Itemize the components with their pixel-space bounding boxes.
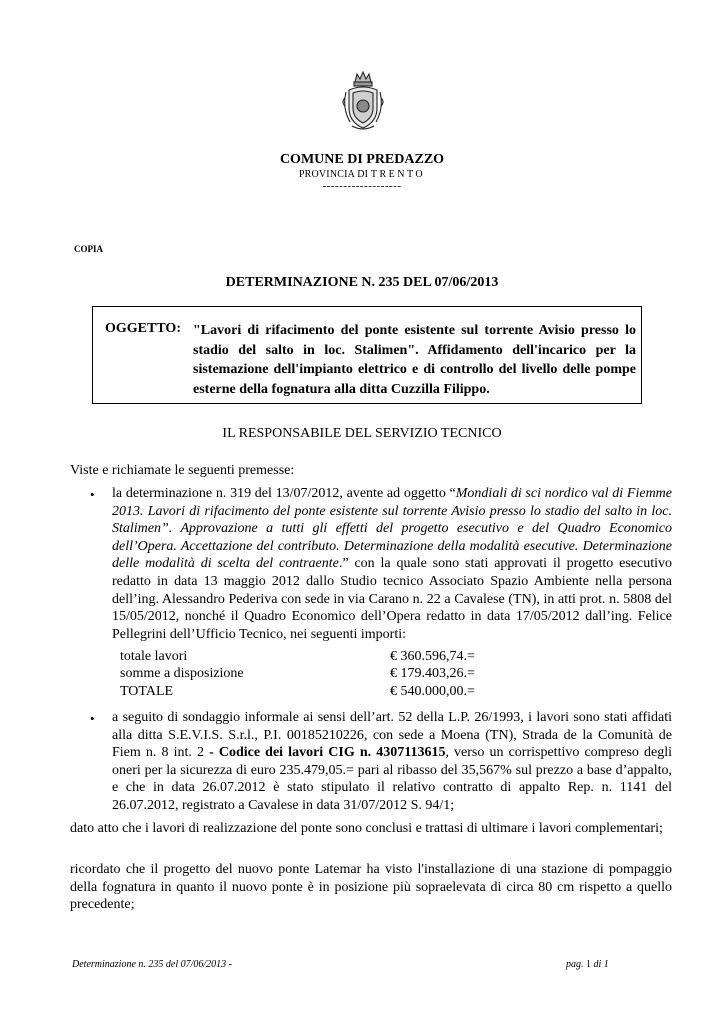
premise-1-lead: la determinazione n. 319 del 13/07/2012, avente ad oggetto “ — [112, 486, 456, 501]
page-current: 1 — [586, 959, 591, 970]
amounts-table — [120, 648, 475, 700]
amount-label: totale lavori — [120, 649, 188, 664]
copy-label: COPIA — [74, 244, 103, 254]
premise-1-tail: .” con la quale sono stati approvati il progetto esecutivo redatto in data 13 maggio 2012 dallo Studio tecnico Associato Spazio Ambiente nella persona dell’ing. Alessandro Pederiva con sede in via Carano n. 22 a Cavalese (TN), in atti prot. n. 5808 del 15/05/2012, nonché il Quadro Economico dell’Opera redatto in data 17/05/2012 dall’ing. Felice Pellegrini dell’Ufficio Tecnico, nei seguenti importi: — [112, 556, 672, 642]
page-number — [566, 959, 609, 970]
subject-label: OGGETTO: — [105, 321, 181, 336]
amount-label: somme a disposizione — [120, 666, 244, 682]
service-heading: IL RESPONSABILE DEL SERVIZIO TECNICO — [222, 426, 502, 441]
page-label: pag. — [566, 959, 584, 970]
footer-reference: Determinazione n. 235 del 07/06/2013 - — [72, 959, 232, 970]
page-total: 1 — [603, 959, 609, 970]
bullet-marker: • — [90, 487, 95, 502]
page-of-label: di — [593, 959, 602, 970]
province-name: TRENTO — [370, 169, 426, 180]
subject-text: "Lavori di rifacimento del ponte esistente sul torrente Avisio presso lo stadio del salto in loc. Stalimen". Affidamento dell'incarico per la sistemazione dell'impianto elettrico e di controllo del livello delle pompe esterne della fognatura alla ditta Cuzzilla Filippo. — [193, 323, 636, 397]
premise-2-lead: a seguito di sondaggio informale ai sensi dell’art. 52 della L.P. 26/1993, i lavori sono stati affidati alla ditta S.E.V.I.S. S.r.l., P.I. 00185210226, con sede a Moena (TN), Strada de la Comunità de Fiem n. 8 int. 2 — [112, 710, 672, 761]
coat-of-arms-icon — [340, 68, 386, 134]
municipality-name: COMUNE DI PREDAZZO — [279, 152, 445, 167]
table-row — [120, 648, 475, 665]
province-line — [0, 169, 724, 180]
premise-2-tail: , verso un corrispettivo compreso degli oneri per la sicurezza di euro 235.479,05.= pari al ribasso del 35,567% sul prezzo a base d’appalto, e che in data 26.07.2012 è stato stipulato il relativo contratto di appalto Rep. n. 1141 del 26.07.2012, registrato a Cavalese in data 31/07/2012 S. 94/1; — [112, 745, 672, 813]
subject-box — [92, 306, 642, 404]
paragraph-works-completed: dato atto che i lavori di realizzazione del ponte sono conclusi e trattasi di ultimare i lavori complementari; — [70, 821, 663, 836]
table-row — [120, 683, 475, 700]
premise-2-bold: - Codice dei lavori CIG n. 4307113615 — [209, 745, 446, 761]
amount-value: € 179.403,26.= — [390, 666, 475, 682]
paragraph-pumping-station: ricordato che il progetto del nuovo ponte Latemar ha visto l'installazione di una stazione di pompaggio della fognatura in quanto il nuovo ponte è in posizione più sopraelevata di circa 80 cm rispetto a quello precedente; — [70, 862, 672, 913]
intro-text: Viste e richiamate le seguenti premesse: — [70, 463, 295, 478]
determination-title: DETERMINAZIONE N. 235 DEL 07/06/2013 — [225, 275, 499, 290]
table-row — [120, 665, 475, 682]
amount-value: € 360.596,74.= — [390, 649, 475, 664]
province-prefix: PROVINCIA DI — [298, 169, 369, 180]
header-divider: ------------------- — [322, 180, 402, 192]
amount-label: TOTALE — [120, 683, 174, 699]
premise-paragraph-2 — [112, 709, 672, 815]
amount-value: € 540.000,00.= — [390, 683, 475, 699]
bullet-marker: • — [90, 711, 95, 726]
premise-paragraph-1 — [112, 485, 672, 643]
premise-1-italic: Mondiali di sci nordico val di Fiemme 2013. Lavori di rifacimento del ponte esistente sul torrente Avisio presso lo stadio del salto in loc. Stalimen”. Approvazione a tutti gli effetti del progetto esecutivo e del Quadro Economico dell’Opera. Accettazione del contributo. Determinazione della modalità esecutive. Determinazione delle modalità di scelta del contraente — [112, 486, 673, 572]
